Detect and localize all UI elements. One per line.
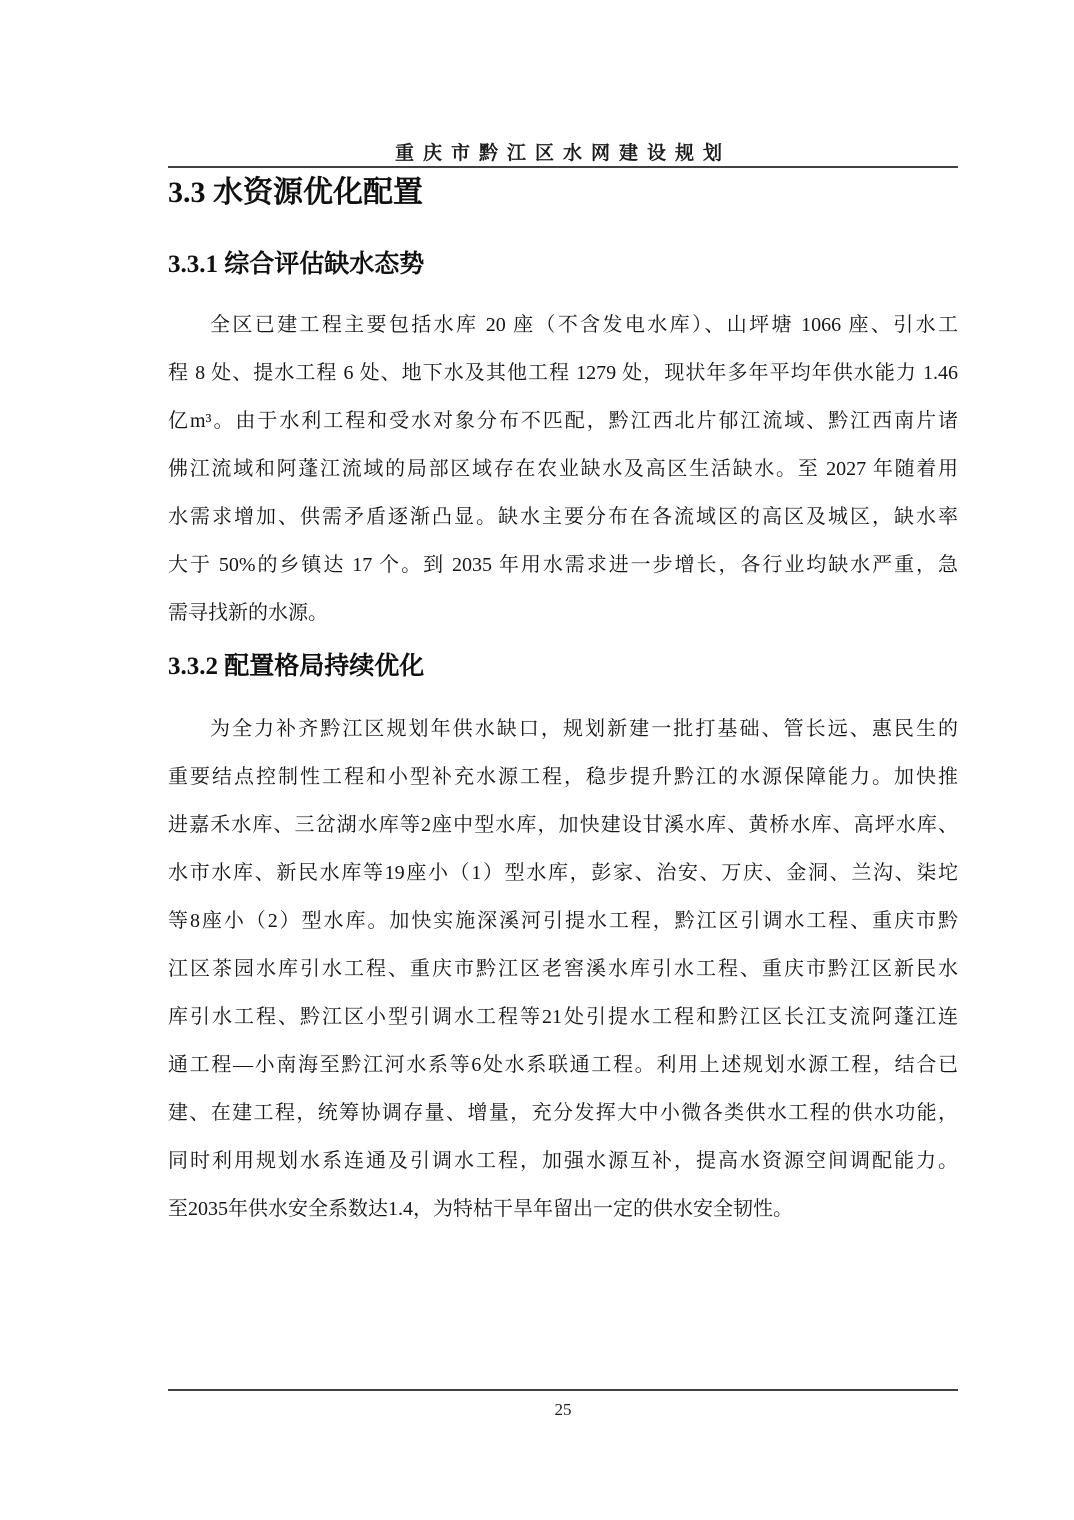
body-line: 重要结点控制性工程和小型补充水源工程，稳步提升黔江的水源保障能力。加快推 — [168, 766, 958, 788]
section-heading-3-3: 3.3 水资源优化配置 — [168, 176, 423, 209]
paragraph-allocation-optimization — [168, 705, 958, 1233]
body-line: 通工程—小南海至黔江河水系等6处水系联通工程。利用上述规划水源工程，结合已 — [168, 1054, 958, 1076]
body-line: 水需求增加、供需矛盾逐渐凸显。缺水主要分布在各流域区的高区及城区，缺水率 — [168, 506, 958, 528]
header-title: 重庆市黔江区水网建设规划 — [394, 143, 731, 164]
body-line: 为全力补齐黔江区规划年供水缺口，规划新建一批打基础、管长远、惠民生的 — [210, 718, 958, 740]
page-number: 25 — [554, 1400, 572, 1419]
body-line: 同时利用规划水系连通及引调水工程，加强水源互补，提高水资源空间调配能力。 — [168, 1150, 958, 1172]
body-line: 等8座小（2）型水库。加快实施深溪河引提水工程，黔江区引调水工程、重庆市黔 — [168, 910, 958, 932]
body-line: 大于 50%的乡镇达 17 个。到 2035 年用水需求进一步增长，各行业均缺水严重，急 — [168, 554, 958, 576]
body-line: 全区已建工程主要包括水库 20 座（不含发电水库）、山坪塘 1066 座、引水工 — [210, 314, 958, 336]
subsection-heading-3-3-2: 3.3.2 配置格局持续优化 — [168, 653, 425, 680]
body-line: 亿m³。由于水利工程和受水对象分布不匹配，黔江西北片郁江流域、黔江西南片诸 — [168, 410, 958, 432]
body-line: 建、在建工程，统筹协调存量、增量，充分发挥大中小微各类供水工程的供水功能， — [168, 1102, 958, 1124]
body-line: 需寻找新的水源。 — [168, 602, 328, 624]
paragraph-water-shortage-assessment — [168, 301, 958, 637]
body-line: 库引水工程、黔江区小型引调水工程等21处引提水工程和黔江区长江支流阿蓬江连 — [168, 1006, 958, 1028]
body-line: 佛江流域和阿蓬江流域的局部区域存在农业缺水及高区生活缺水。至 2027 年随着用 — [168, 458, 958, 480]
body-line: 进嘉禾水库、三岔湖水库等2座中型水库，加快建设甘溪水库、黄桥水库、高坪水库、 — [168, 814, 958, 836]
body-line: 江区茶园水库引水工程、重庆市黔江区老窖溪水库引水工程、重庆市黔江区新民水 — [168, 958, 958, 980]
header-rule — [168, 166, 958, 168]
subsection-heading-3-3-1: 3.3.1 综合评估缺水态势 — [168, 251, 425, 278]
body-line: 至2035年供水安全系数达1.4，为特枯干旱年留出一定的供水安全韧性。 — [168, 1198, 793, 1220]
body-line: 水市水库、新民水库等19座小（1）型水库，彭家、治安、万庆、金洞、兰沟、柒坨 — [168, 862, 958, 884]
footer-rule — [168, 1389, 958, 1391]
body-line: 程 8 处、提水工程 6 处、地下水及其他工程 1279 处，现状年多年平均年供水能力 1.46 — [168, 362, 958, 384]
